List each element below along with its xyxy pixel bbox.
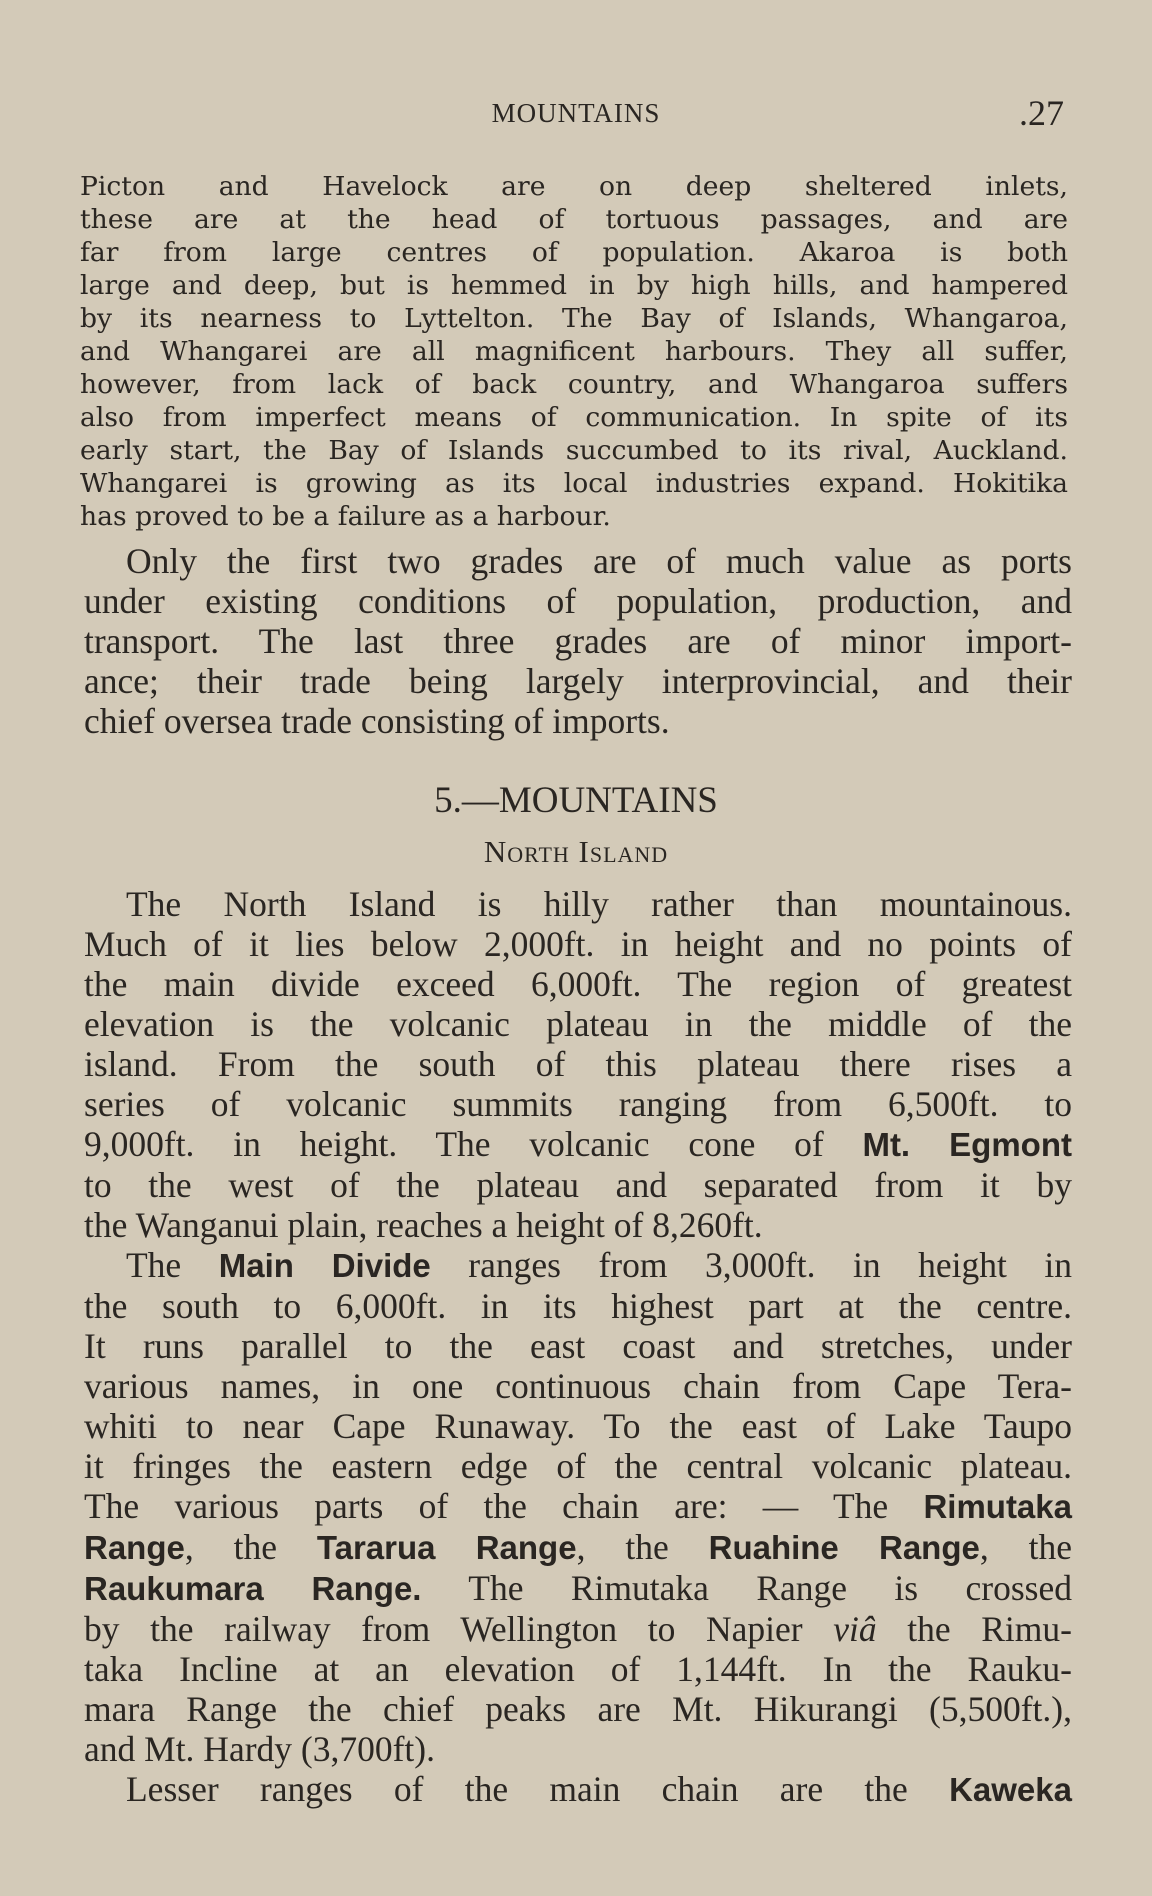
text-line — [84, 1124, 1072, 1165]
text-run: The — [126, 1245, 219, 1285]
page-number: .27 — [1019, 93, 1064, 133]
text-line: and Mt. Hardy (3,700ft). — [84, 1729, 435, 1769]
bold-term: Raukumara Range. — [84, 1570, 422, 1607]
text-line — [84, 1769, 1072, 1810]
bold-term: Mt. Egmont — [862, 1126, 1072, 1163]
text-line — [84, 1486, 1072, 1527]
text-line — [84, 1245, 1072, 1286]
text-line: it fringes the eastern edge of the central volcanic plateau. — [84, 1446, 1072, 1486]
text-line: these are at the head of tortuous passages, and are — [80, 204, 1068, 235]
text-line: under existing conditions of population, production, and — [84, 581, 1072, 621]
text-run: The various parts of the chain are: — The — [84, 1486, 924, 1526]
text-line: ance; their trade being largely interprovincial, and their — [84, 661, 1072, 701]
text-line: and Whangarei are all magnificent harbours. They all suffer, — [80, 336, 1068, 367]
bold-term: Rimutaka — [923, 1488, 1072, 1525]
section-heading: 5.—MOUNTAINS — [434, 780, 718, 821]
text-line: island. From the south of this plateau there rises a — [84, 1044, 1072, 1084]
harbours-paragraph — [80, 170, 1068, 533]
text-line: whiti to near Cape Runaway. To the east of Lake Taupo — [84, 1406, 1072, 1446]
bold-term: Tararua Range — [316, 1529, 577, 1566]
text-line: transport. The last three grades are of minor import- — [84, 621, 1072, 661]
text-line: the main divide exceed 6,000ft. The region of greatest — [84, 964, 1072, 1004]
grades-paragraph — [84, 541, 1072, 741]
section-subheading: North Island — [483, 834, 669, 869]
bold-term: Main Divide — [218, 1247, 431, 1284]
text-line: has proved to be a failure as a harbour. — [80, 501, 611, 532]
text-line: elevation is the volcanic plateau in the middle of the — [84, 1004, 1072, 1044]
text-line: various names, in one continuous chain from Cape Tera- — [84, 1366, 1072, 1406]
bold-term: Kaweka — [949, 1771, 1072, 1808]
text-line: far from large centres of population. Akaroa is both — [80, 237, 1068, 268]
running-head: MOUNTAINS — [491, 98, 661, 128]
text-line: The North Island is hilly rather than mountainous. — [126, 884, 1072, 924]
text-line: the Wanganui plain, reaches a height of 8,260ft. — [84, 1205, 763, 1245]
text-run: Lesser ranges of the main chain are the — [126, 1769, 950, 1809]
italic-term: viâ — [833, 1609, 877, 1649]
text-line — [84, 1609, 1072, 1649]
text-line: mara Range the chief peaks are Mt. Hikurangi (5,500ft.), — [84, 1689, 1072, 1729]
text-run: the Rimu- — [876, 1609, 1072, 1649]
text-run: , the — [184, 1527, 317, 1567]
text-line: Picton and Havelock are on deep sheltered inlets, — [80, 171, 1068, 202]
text-line: early start, the Bay of Islands succumbed to its rival, Auckland. — [80, 435, 1068, 466]
bold-term: Ruahine Range — [708, 1529, 980, 1566]
text-line: however, from lack of back country, and Whangaroa suffers — [80, 369, 1068, 400]
text-line: by its nearness to Lyttelton. The Bay of Islands, Whangaroa, — [80, 303, 1068, 334]
page-header — [80, 94, 1072, 134]
text-line: series of volcanic summits ranging from 6,500ft. to — [84, 1084, 1072, 1124]
text-run: , the — [979, 1527, 1072, 1567]
text-run: ranges from 3,000ft. in height in — [430, 1245, 1072, 1285]
text-run: , the — [576, 1527, 709, 1567]
north-island-section — [84, 884, 1072, 1810]
text-line — [84, 1568, 1072, 1609]
text-line: large and deep, but is hemmed in by high hills, and hampered — [80, 270, 1068, 301]
text-run: 9,000ft. in height. The volcanic cone of — [84, 1124, 863, 1164]
text-line: chief oversea trade consisting of imports. — [84, 701, 670, 741]
text-run: by the railway from Wellington to Napier — [84, 1609, 834, 1649]
text-line: Only the first two grades are of much value as ports — [126, 541, 1072, 581]
text-line: to the west of the plateau and separated from it by — [84, 1165, 1072, 1205]
text-line: Whangarei is growing as its local industries expand. Hokitika — [80, 468, 1068, 499]
bold-term: Range — [84, 1529, 185, 1566]
text-line: It runs parallel to the east coast and stretches, under — [84, 1326, 1072, 1366]
text-line: the south to 6,000ft. in its highest part at the centre. — [84, 1286, 1072, 1326]
text-line: taka Incline at an elevation of 1,144ft. In the Rauku- — [84, 1649, 1072, 1689]
text-line: Much of it lies below 2,000ft. in height and no points of — [84, 924, 1072, 964]
text-run: The Rimutaka Range is crossed — [421, 1568, 1072, 1608]
text-line: also from imperfect means of communication. In spite of its — [80, 402, 1068, 433]
text-line — [84, 1527, 1072, 1568]
